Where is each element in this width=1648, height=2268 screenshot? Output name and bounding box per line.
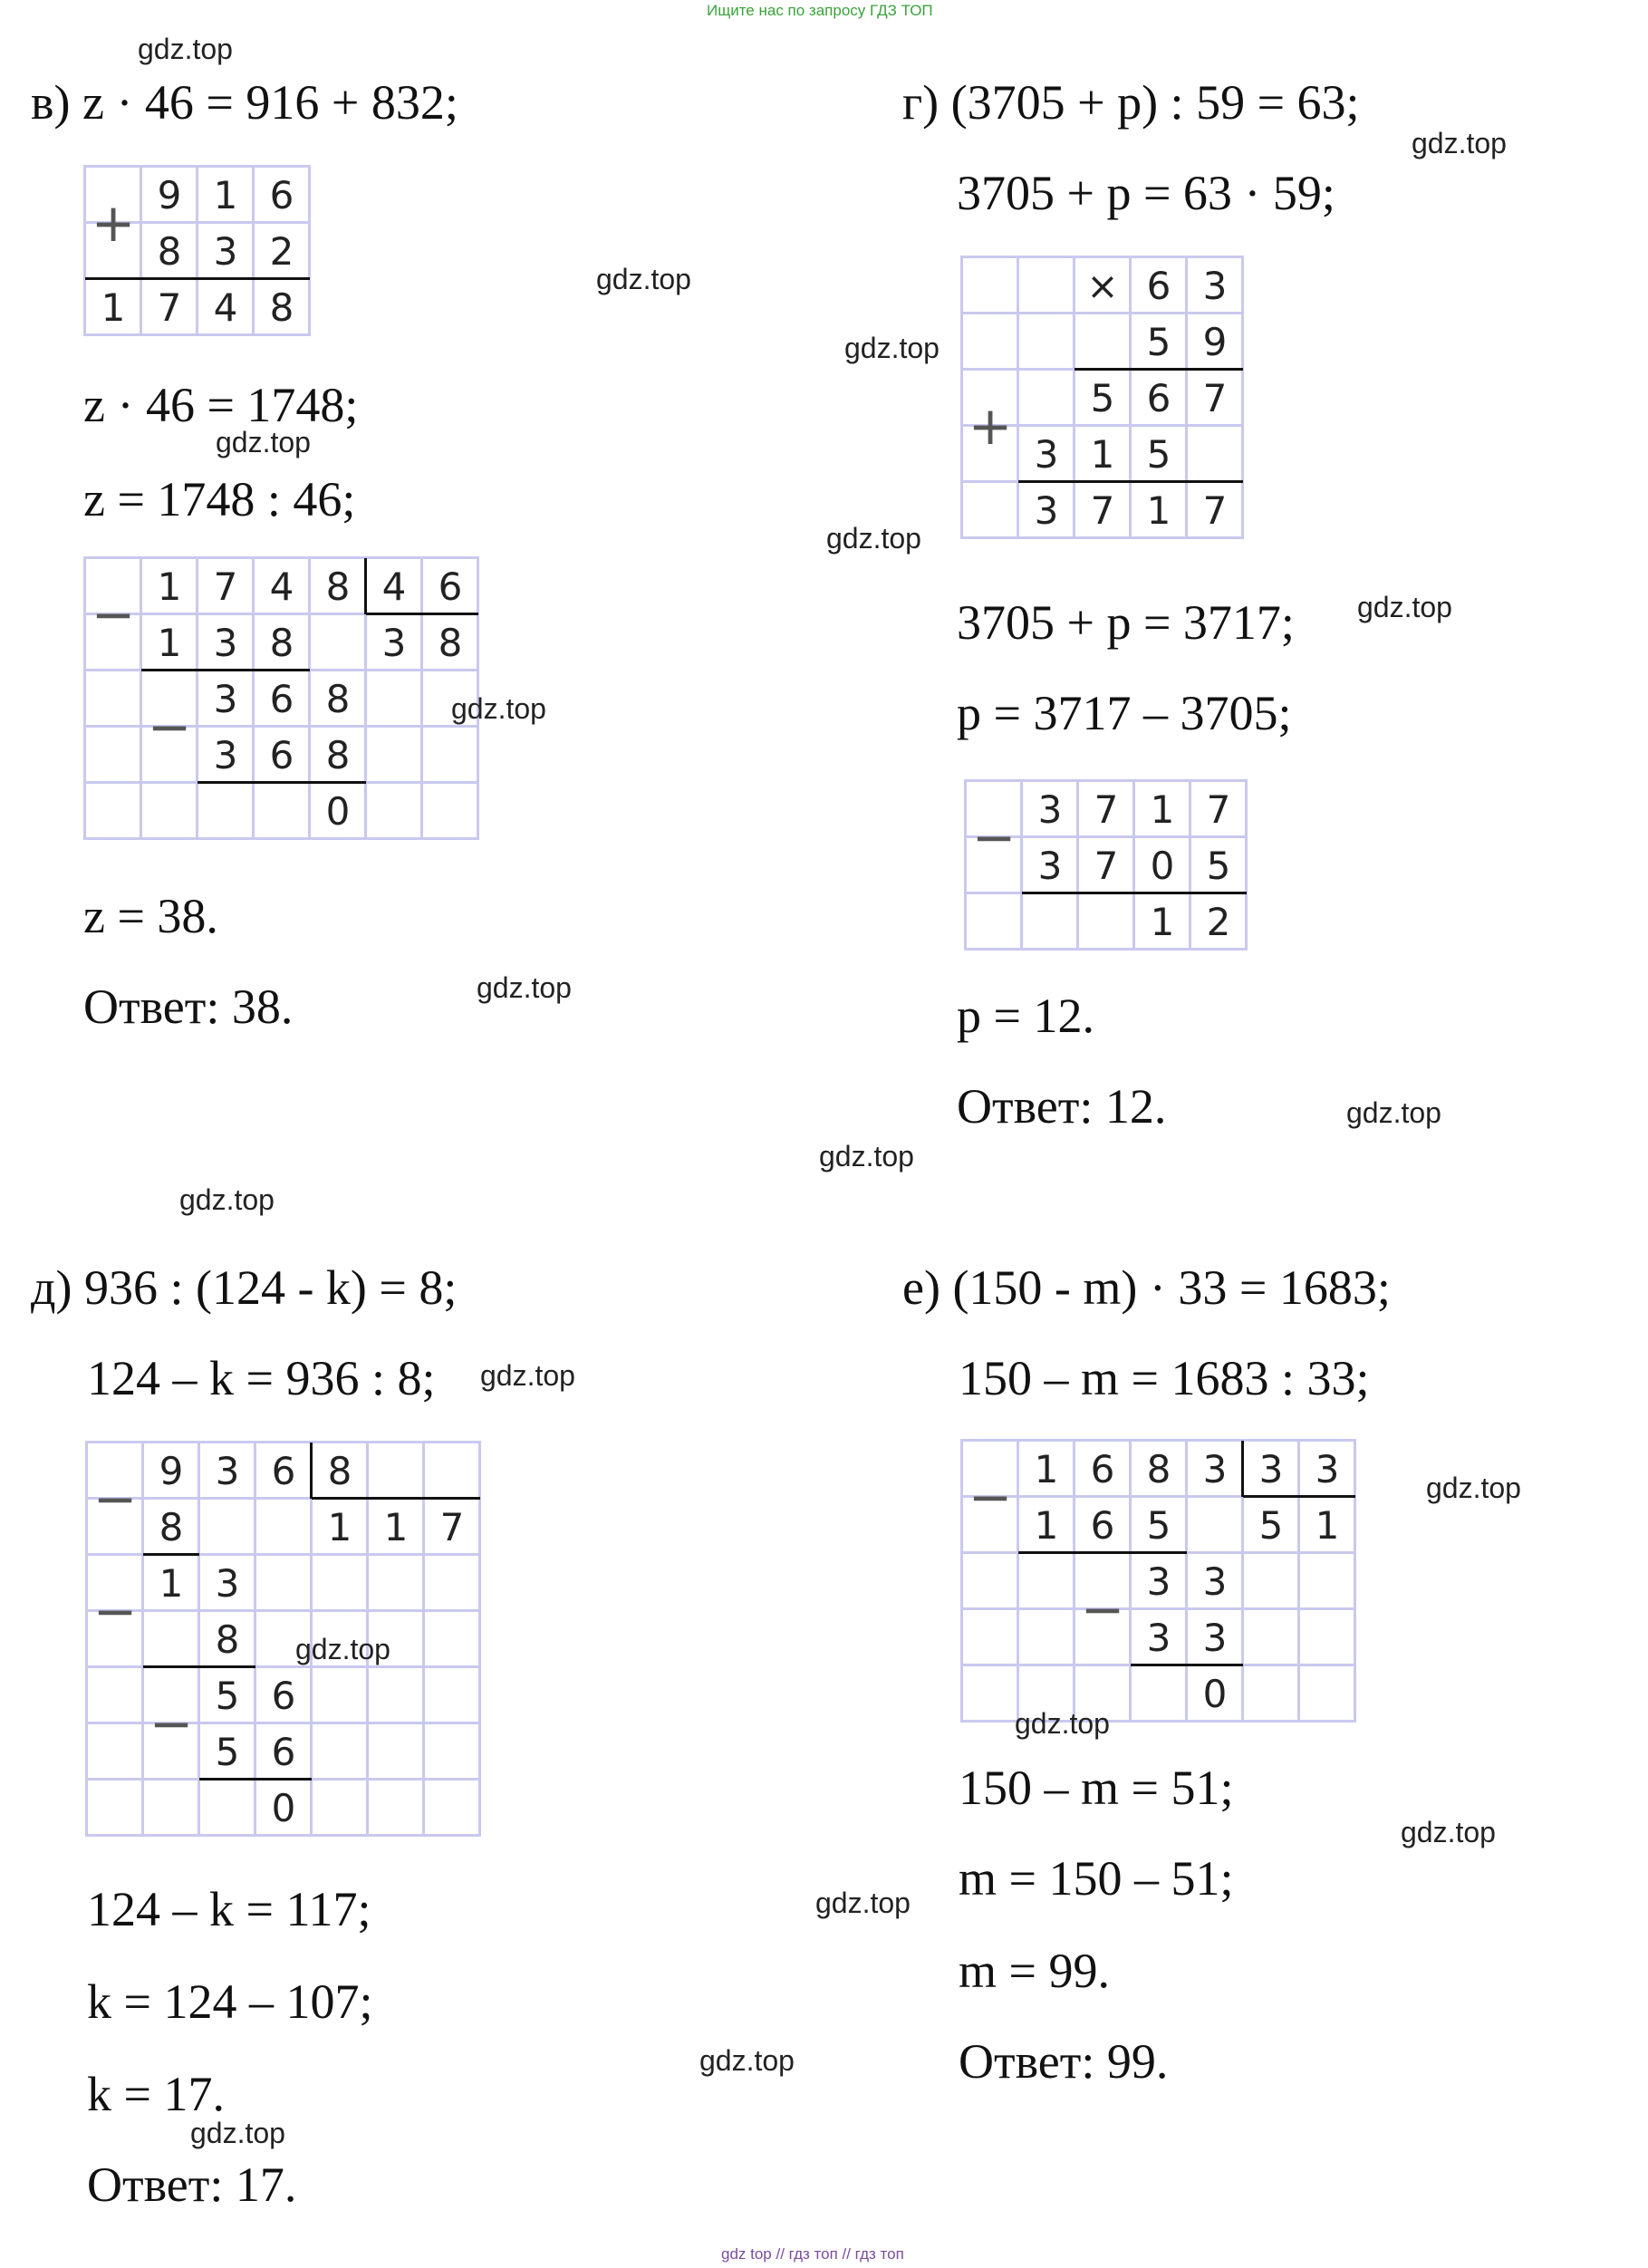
- digit-cell: 8: [325, 676, 351, 721]
- watermark: gdz.top: [480, 1359, 575, 1392]
- operator-sign: +: [91, 192, 136, 254]
- watermark: gdz.top: [451, 692, 546, 725]
- digit-cell: 9: [1202, 319, 1228, 364]
- digit-cell: 8: [327, 1448, 352, 1493]
- watermark: gdz.top: [699, 2044, 795, 2077]
- problem-e-equation: [902, 1260, 1391, 1315]
- digit-cell: 2: [269, 228, 294, 274]
- digit-cell: 1: [157, 564, 182, 609]
- watermark: gdz.top: [216, 426, 311, 458]
- digit-cell: 8: [325, 732, 351, 777]
- problem-label: д): [31, 1260, 72, 1315]
- digit-cell: 6: [1090, 1446, 1115, 1491]
- digit-cell: 8: [269, 285, 294, 330]
- digit-cell: 3: [1037, 843, 1063, 888]
- digit-cell: 0: [271, 1785, 296, 1830]
- digit-cell: 3: [1146, 1615, 1171, 1660]
- addition-grid: [83, 165, 312, 337]
- problem-v-step1: z · 46 = 1748;: [83, 378, 359, 432]
- digit-cell: 3: [213, 676, 238, 721]
- digit-cell: 8: [157, 228, 182, 274]
- digit-cell: 6: [271, 1673, 296, 1718]
- division-grid-d: [85, 1441, 482, 1838]
- digit-cell: 7: [1094, 843, 1119, 888]
- digit-cell: 3: [1202, 1446, 1228, 1491]
- digit-cell: 6: [269, 676, 294, 721]
- digit-cell: 3: [1202, 1615, 1228, 1660]
- digit-cell: 3: [1258, 1446, 1284, 1491]
- watermark: gdz.top: [1412, 127, 1507, 159]
- digit-cell: 9: [159, 1448, 184, 1493]
- digit-cell: 8: [269, 620, 294, 665]
- digit-cell: 2: [1206, 899, 1231, 944]
- problem-e-step2: 150 – m = 51;: [959, 1761, 1234, 1815]
- problem-d-step3: k = 124 – 107;: [87, 1974, 373, 2029]
- division-grid-v: [83, 556, 480, 841]
- operator-sign: −: [92, 1580, 138, 1642]
- watermark: gdz.top: [1426, 1472, 1521, 1504]
- digit-cell: 4: [213, 285, 238, 330]
- digit-cell: 3: [215, 1560, 240, 1606]
- operator-sign: −: [92, 1468, 138, 1530]
- digit-cell: 9: [157, 172, 182, 217]
- digit-cell: 7: [1202, 375, 1228, 420]
- operator-sign: −: [147, 696, 192, 758]
- digit-cell: 3: [213, 228, 238, 274]
- digit-cell: 7: [1094, 787, 1119, 832]
- watermark: gdz.top: [190, 2117, 285, 2149]
- digit-cell: 1: [1034, 1502, 1059, 1548]
- digit-cell: 1: [1315, 1502, 1340, 1548]
- watermark: gdz.top: [819, 1140, 914, 1173]
- equation-text: 936 : (124 - k) = 8;: [83, 1260, 458, 1315]
- digit-cell: 5: [1146, 1502, 1171, 1548]
- watermark: gdz.top: [295, 1633, 390, 1665]
- problem-label: в): [31, 75, 71, 130]
- equation-text: z · 46 = 916 + 832;: [82, 75, 458, 130]
- watermark: gdz.top: [138, 33, 233, 65]
- digit-cell: 7: [157, 285, 182, 330]
- problem-d-equation: [31, 1260, 458, 1315]
- digit-cell: 5: [1146, 431, 1171, 477]
- digit-cell: 3: [1202, 263, 1228, 308]
- digit-cell: 7: [1202, 487, 1228, 533]
- operator-sign: −: [1080, 1578, 1125, 1640]
- top-banner: Ищите нас по запросу ГДЗ ТОП: [707, 2, 933, 19]
- multiplication-grid: [960, 256, 1245, 540]
- problem-d-step1: 124 – k = 936 : 8;: [87, 1351, 436, 1405]
- problem-g-step1: 3705 + p = 63 · 59;: [957, 166, 1335, 220]
- watermark: gdz.top: [179, 1183, 275, 1216]
- digit-cell: 0: [1150, 843, 1175, 888]
- digit-cell: 8: [325, 564, 351, 609]
- digit-cell: 3: [1034, 431, 1059, 477]
- watermark: gdz.top: [844, 332, 940, 364]
- digit-cell: 5: [1090, 375, 1115, 420]
- problem-e-step1: 150 – m = 1683 : 33;: [959, 1351, 1370, 1405]
- watermark: gdz.top: [1346, 1096, 1441, 1129]
- problem-v-step2: z = 1748 : 46;: [83, 472, 356, 526]
- watermark: gdz.top: [596, 263, 691, 295]
- digit-cell: 4: [381, 564, 407, 609]
- digit-cell: 7: [439, 1504, 465, 1549]
- digit-cell: 1: [101, 285, 126, 330]
- digit-cell: 3: [381, 620, 407, 665]
- digit-cell: 1: [327, 1504, 352, 1549]
- digit-cell: 8: [159, 1504, 184, 1549]
- operator-sign: +: [968, 395, 1013, 457]
- digit-cell: 5: [215, 1729, 240, 1774]
- division-grid-e: [960, 1439, 1357, 1723]
- problem-e-step4: m = 99.: [959, 1944, 1110, 1998]
- digit-cell: 3: [1315, 1446, 1340, 1491]
- watermark: gdz.top: [815, 1887, 911, 1919]
- watermark: gdz.top: [826, 522, 921, 555]
- digit-cell: 1: [1090, 431, 1115, 477]
- problem-g-step3: p = 3717 – 3705;: [957, 686, 1292, 740]
- digit-cell: 4: [269, 564, 294, 609]
- problem-d-answer: Ответ: 17.: [87, 2157, 297, 2212]
- problem-label: е): [902, 1260, 940, 1315]
- digit-cell: 7: [1206, 787, 1231, 832]
- equation-text: (150 - m) · 33 = 1683;: [952, 1260, 1391, 1315]
- digit-cell: 3: [213, 732, 238, 777]
- problem-g-equation: [902, 75, 1360, 130]
- digit-cell: 5: [1206, 843, 1231, 888]
- digit-cell: 8: [438, 620, 463, 665]
- digit-cell: 1: [159, 1560, 184, 1606]
- problem-g-step2: 3705 + p = 3717;: [957, 595, 1295, 650]
- digit-cell: 3: [1034, 487, 1059, 533]
- footer-text: gdz top // гдз топ // гдз топ: [721, 2245, 904, 2263]
- problem-g-step4: p = 12.: [957, 989, 1094, 1043]
- digit-cell: 0: [1202, 1671, 1228, 1716]
- problem-v-answer: Ответ: 38.: [83, 980, 294, 1034]
- digit-cell: 6: [271, 1729, 296, 1774]
- digit-cell: 3: [1146, 1559, 1171, 1604]
- watermark: gdz.top: [477, 971, 572, 1004]
- digit-cell: ×: [1086, 263, 1119, 308]
- digit-cell: 1: [1146, 487, 1171, 533]
- digit-cell: 5: [215, 1673, 240, 1718]
- digit-cell: 6: [269, 732, 294, 777]
- digit-cell: 7: [1090, 487, 1115, 533]
- watermark: gdz.top: [1015, 1707, 1110, 1740]
- digit-cell: 1: [213, 172, 238, 217]
- digit-cell: 0: [325, 788, 351, 834]
- digit-cell: 8: [1146, 1446, 1171, 1491]
- problem-e-step3: m = 150 – 51;: [959, 1851, 1234, 1906]
- operator-sign: −: [971, 806, 1017, 868]
- problem-d-step4: k = 17.: [87, 2067, 225, 2121]
- problem-d-step2: 124 – k = 117;: [87, 1882, 371, 1936]
- operator-sign: −: [149, 1693, 194, 1754]
- digit-cell: 6: [1090, 1502, 1115, 1548]
- digit-cell: 1: [1034, 1446, 1059, 1491]
- digit-cell: 3: [1202, 1559, 1228, 1604]
- problem-g-answer: Ответ: 12.: [957, 1079, 1167, 1134]
- digit-cell: 5: [1258, 1502, 1284, 1548]
- watermark: gdz.top: [1357, 591, 1452, 623]
- grid-line: [83, 837, 479, 840]
- digit-cell: 6: [1146, 263, 1171, 308]
- operator-sign: −: [91, 584, 136, 645]
- digit-cell: 7: [213, 564, 238, 609]
- problem-v-step3: z = 38.: [83, 889, 218, 943]
- digit-cell: 1: [157, 620, 182, 665]
- digit-cell: 6: [438, 564, 463, 609]
- subtraction-grid: [964, 779, 1248, 951]
- problem-label: г): [902, 75, 940, 130]
- digit-cell: 1: [1150, 787, 1175, 832]
- digit-cell: 1: [383, 1504, 409, 1549]
- digit-cell: 8: [215, 1617, 240, 1662]
- digit-cell: 6: [271, 1448, 296, 1493]
- digit-cell: 6: [1146, 375, 1171, 420]
- equation-text: (3705 + p) : 59 = 63;: [950, 75, 1360, 130]
- digit-cell: 6: [269, 172, 294, 217]
- watermark: gdz.top: [1401, 1816, 1496, 1848]
- digit-cell: 3: [215, 1448, 240, 1493]
- digit-cell: 3: [1037, 787, 1063, 832]
- digit-cell: 3: [213, 620, 238, 665]
- operator-sign: −: [968, 1466, 1013, 1528]
- problem-e-answer: Ответ: 99.: [959, 2034, 1169, 2089]
- digit-cell: 5: [1146, 319, 1171, 364]
- digit-cell: 1: [1150, 899, 1175, 944]
- problem-v-equation: [31, 75, 458, 130]
